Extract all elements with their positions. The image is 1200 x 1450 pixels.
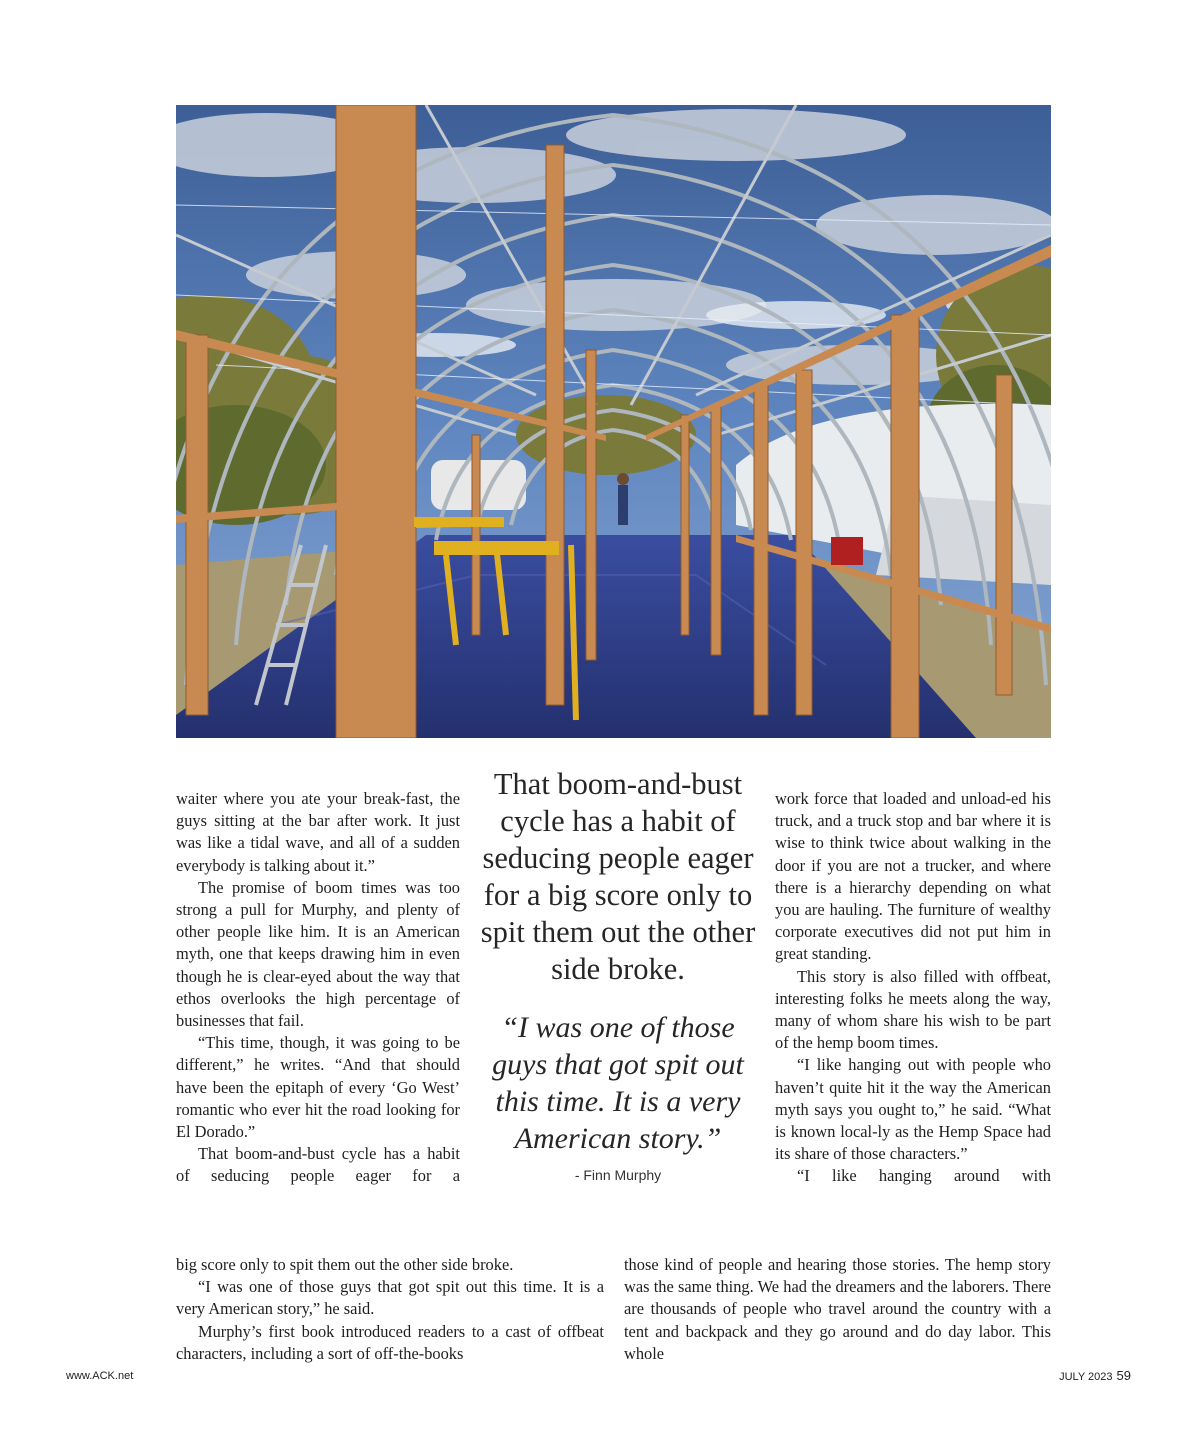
pull-quote-box <box>478 766 758 1183</box>
article-paragraph: Murphy’s first book introduced readers to a cast of offbeat characters, including a sort of off-the-books <box>176 1321 604 1363</box>
article-paragraph: work force that loaded and unload-ed his truck, and a truck stop and bar where it is wise to think twice about walking in the door if you are not a trucker, and where there is a hierarchy depending on what you are hauling. The furniture of wealthy corporate executives did not put him in great standing. <box>775 789 1051 964</box>
article-column-left <box>176 788 460 1188</box>
article-paragraph: “This time, though, it was going to be different,” he writes. “And that should have been the epitaph of every ‘Go West’ romantic who ever hit the road looking for El Dorado.” <box>176 1033 460 1142</box>
article-paragraph: those kind of people and hearing those stories. The hemp story was the same thing. We had the dreamers and the laborers. There are thousands of people who travel around the country with a tent and backpack and they go around and do day labor. This whole <box>624 1255 1051 1363</box>
article-paragraph: The promise of boom times was too strong a pull for Murphy, and plenty of other people like him. It is an American myth, one that keeps drawing him in even though he is clear-eyed about the way that ethos overlooks the high percentage of businesses that fail. <box>176 877 460 1031</box>
footer-folio <box>1059 1368 1131 1383</box>
article-column-bottom-right <box>624 1254 1051 1365</box>
article-paragraph: “I like hanging around with <box>797 1166 1051 1186</box>
article-paragraph: waiter where you ate your break-fast, the guys sitting at the bar after work. It just was like a tidal wave, and all of a sudden everybody is talking about it.” <box>176 789 460 875</box>
article-paragraph: This story is also filled with offbeat, interesting folks he meets along the way, many of whom share his wish to be part of the hemp boom times. <box>775 966 1051 1053</box>
article-column-right <box>775 788 1051 1188</box>
pull-quote: That boom-and-bust cycle has a habit of seducing people eager for a big score only to spit them out the other side broke. <box>480 767 756 986</box>
page-number: 59 <box>1116 1368 1131 1383</box>
footer-website: www.ACK.net <box>66 1370 134 1382</box>
pull-quote-attribution: - Finn Murphy <box>574 1167 662 1183</box>
article-paragraph: “I was one of those guys that got spit out this time. It is a very American story,” he said. <box>176 1277 604 1319</box>
article-paragraph: “I like hanging out with people who haven’t quite hit it the way the American myth says you ought to,” he said. “What is known local-ly as the Hemp Space had its share of those characters.” <box>775 1055 1051 1164</box>
article-column-bottom-left <box>176 1254 604 1365</box>
greenhouse-photo <box>176 105 1051 738</box>
pull-quote-citation: “I was one of those guys that got spit out this time. It is a very American story.” <box>492 1011 744 1155</box>
article-paragraph: That boom-and-bust cycle has a habit of seducing people eager for a <box>176 1144 460 1186</box>
footer-issue: JULY 2023 <box>1059 1371 1113 1383</box>
article-paragraph: big score only to spit them out the other side broke. <box>176 1255 514 1274</box>
